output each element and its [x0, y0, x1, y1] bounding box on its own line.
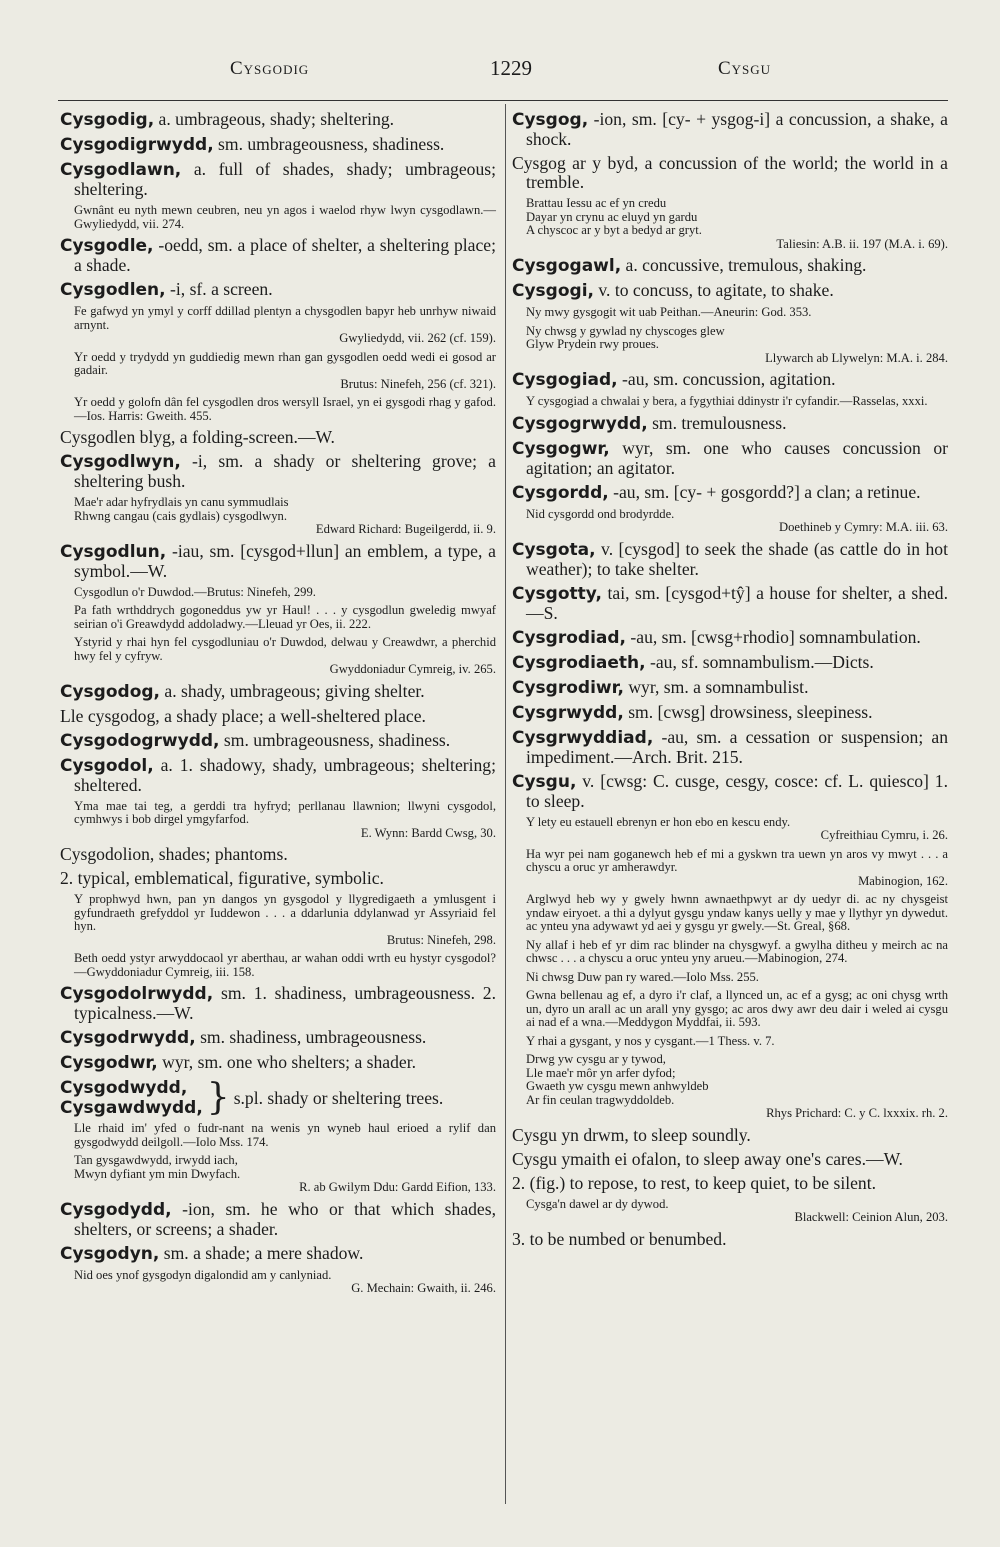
entry [60, 1053, 496, 1073]
entry [512, 678, 948, 698]
header-left-guideword: Cysgodig [230, 58, 310, 79]
quotation [74, 800, 496, 841]
braced-headwords [60, 1078, 203, 1118]
headword: Cysgordd, [512, 482, 609, 503]
verse-line: Dayar yn crynu ac eluyd yn gardu [526, 209, 698, 224]
quotation-source: G. Mechain: Gwaith, ii. 246. [351, 1281, 496, 1295]
quotation-text: Yma mae tai teg, a gerddi tra hyfryd; perllanau llawnion; llwyni cysgodol, cymhwys i bob dirgel ymgyfarfod. [74, 798, 496, 826]
headword: Cysgrodiaeth, [512, 652, 646, 673]
verse-line: A chyscoc ar y byt a bedyd ar gryt. [526, 223, 702, 237]
quotation-text: Beth oedd ystyr arwyddocaol yr aberthau, ar wahan oddi wrth eu hystyr cysgodol?—Gwyddoniadur Cymreig, iii. 158. [74, 951, 496, 979]
quotation-source: Blackwell: Ceinion Alun, 203. [794, 1210, 948, 1224]
quotation [526, 848, 948, 889]
quotation [74, 636, 496, 677]
definition: v. [cwsg: C. cusge, cesgy, cosce: cf. L. quiesco] 1. to sleep. [526, 770, 948, 811]
sub-entry: Cysgodlen blyg, a folding-screen.—W. [60, 427, 335, 447]
headword: Cysgrwydd, [512, 702, 624, 723]
verse-line: Lle mae'r môr yn arfer dyfod; [526, 1065, 676, 1080]
definition: s.pl. shady or sheltering trees. [233, 1087, 444, 1108]
quotation-text: Y lety eu estauell ebrenyn er hon ebo en kescu endy. [526, 814, 791, 829]
entry [512, 110, 948, 149]
sub-entry: Cysgu yn drwm, to sleep soundly. [512, 1124, 751, 1145]
quotation [526, 893, 948, 934]
quotation-text: Gwnânt eu nyth mewn ceubren, neu yn agos i waelod rhyw lwyn cysgodlawn.—Gwyliedydd, vii. 274. [74, 203, 496, 231]
entry [512, 772, 948, 811]
definition: sm. umbrageousness, shadiness. [213, 134, 445, 154]
headword: Cysgodle, [60, 236, 154, 256]
headword: Cysgrwyddiad, [512, 727, 654, 748]
quotation-source: Llywarch ab Llywelyn: M.A. i. 284. [765, 350, 948, 365]
headword: Cysgogwr, [512, 438, 610, 459]
headword: Cysgrodiad, [512, 627, 627, 648]
quotation-text: Ny mwy gysgogit wit uab Peithan.—Aneurin: God. 353. [526, 305, 812, 319]
quotation [74, 1122, 496, 1149]
headword: Cysgodyn, [60, 1243, 160, 1264]
quotation-text: Ystyrid y rhai hyn fel cysgodluniau o'r Duwdod, delwau y Creawdwr, a pherchid hwy fel y cyfryw. [74, 635, 496, 663]
definition: wyr, sm. a somnambulist. [623, 676, 809, 697]
headword: Cysgawdwydd, [60, 1098, 203, 1118]
definition: -au, sm. [cy- + gosgordd?] a clan; a retinue. [608, 481, 921, 502]
brace-symbol: } [206, 1077, 230, 1118]
definition: -iau, sm. [cysgod+llun] an emblem, a type, a symbol.—W. [74, 540, 496, 581]
headword: Cysgogi, [512, 281, 594, 301]
headword: Cysgodlen, [60, 280, 166, 300]
quotation-text: Ny allaf i heb ef yr dim rac blinder na chysgwyf. a gwylha ditheu y meirch ac na chwsc . . . a chyscu a oruc ynteu yny arueu.—Mabinogion, 274. [526, 937, 948, 965]
headword: Cysgodlawn, [60, 160, 182, 180]
quotation-text: Ha wyr pei nam goganewch heb ef mi a gyskwn tra uewn yn aros vy mwyt . . . a chyscu a oruc yr amherawdyr. [526, 846, 948, 874]
verse-line: Tan gysgawdwydd, irwydd iach, [74, 1153, 238, 1167]
headword: Cysgrodiwr, [512, 677, 624, 698]
headword: Cysgogiad, [512, 370, 618, 390]
verse-line: Ny chwsg y gywlad ny chyscoges glew [526, 323, 725, 338]
verse-line: Brattau Iessu ac ef yn credu [526, 196, 667, 210]
quotation-source: R. ab Gwilym Ddu: Gardd Eifion, 133. [299, 1180, 496, 1194]
headword: Cysgota, [512, 539, 596, 560]
quotation-text: Arglwyd heb wy y gwely hwnn awnaethpwyt ar dy uedyr di. ac ny chysgeist yndaw eiryoet. a thi a dylyut gysgu yndaw kanys uelly y mae y llythyr yn dywedut. ac ynteu yna adywawt yd aei y gysgu yr gwely.—St. Greal, §68. [526, 892, 948, 933]
entry [60, 452, 496, 491]
quotation-text: Ni chwsg Duw pan ry wared.—Iolo Mss. 255. [526, 969, 759, 984]
definition: wyr, sm. one who causes concussion or agitation; an agitator. [526, 437, 948, 478]
headword: Cysgodog, [60, 681, 160, 702]
definition: -ion, sm. [cy- + ysgog-i] a concussion, a shake, a shock. [526, 109, 948, 149]
entry [60, 756, 496, 795]
quotation-text: Yr oedd y trydydd yn guddiedig mewn rhan gan gysgodlen oedd wedi ei gosod ar gadair. [74, 349, 496, 377]
entry [512, 703, 948, 723]
entry [60, 280, 496, 300]
entry [512, 281, 948, 301]
page-number: 1229 [490, 56, 532, 80]
definition: a. 1. shadowy, shady, umbrageous; sheltering; sheltered. [74, 754, 496, 795]
quotation-text: Cysgodlun o'r Duwdod.—Brutus: Ninefeh, 299. [74, 584, 316, 599]
sub-entry: Lle cysgodog, a shady place; a well-sheltered place. [60, 705, 426, 726]
quotation-text: Y cysgogiad a chwalai y bera, a fygythiai ddinystr i'r cyfandir.—Rasselas, xxxi. [526, 394, 928, 408]
quotation [526, 395, 948, 409]
quotation-text: Fe gafwyd yn ymyl y corff ddillad plentyn a chysgodlen bapyr heb unrhyw niwaid arnynt. [74, 304, 496, 332]
entry [60, 1244, 496, 1264]
quotation-source: Doethineb y Cymry: M.A. iii. 63. [779, 520, 948, 534]
quotation-source: Edward Richard: Bugeilgerdd, ii. 9. [315, 522, 496, 536]
definition: -au, sm. a cessation or suspension; an impediment.—Arch. Brit. 215. [526, 726, 948, 767]
entry [512, 653, 948, 673]
entry [60, 1028, 496, 1048]
quotation-source: Taliesin: A.B. ii. 197 (M.A. i. 69). [776, 236, 948, 251]
definition: sm. umbrageousness, shadiness. [219, 729, 451, 750]
entry [512, 439, 948, 478]
definition: -au, sf. somnambulism.—Dicts. [645, 651, 874, 672]
entry [60, 542, 496, 581]
definition: -au, sm. concussion, agitation. [617, 369, 836, 389]
verse-quotation [74, 496, 496, 537]
definition: a. full of shades, shady; umbrageous; sheltering. [74, 159, 496, 199]
definition: -oedd, sm. a place of shelter, a sheltering place; a shade. [74, 235, 496, 275]
quotation-source: E. Wynn: Bardd Cwsg, 30. [360, 825, 496, 840]
verse-line: Mae'r adar hyfrydlais yn canu symmudlais [74, 495, 289, 509]
definition: -ion, sm. he who or that which shades, shelters, or screens; a shader. [74, 1198, 496, 1239]
verse-line: Drwg yw cysgu ar y tywod, [526, 1052, 666, 1066]
headword: Cysgodol, [60, 755, 154, 776]
entry [60, 1200, 496, 1239]
sense: 2. typical, emblematical, figurative, symbolic. [60, 868, 384, 888]
sub-entry: Cysgog ar y byd, a concussion of the world; the world in a tremble. [512, 153, 948, 192]
quotation [74, 604, 496, 631]
definition: sm. tremulousness. [647, 412, 787, 433]
quotation-text: Yr oedd y golofn dân fel cysgodlen dros wersyll Israel, yn ei gysgodi rhag y gafod.—Ios. Harris: Gweith. 455. [74, 395, 496, 423]
entry [512, 628, 948, 648]
quotation-text: Nid cysgordd ond brodyrdde. [526, 506, 675, 521]
quotation-text: Nid oes ynof gysgodyn digalondid am y canlyniad. [74, 1267, 332, 1282]
definition: -au, sm. [cwsg+rhodio] somnambulation. [626, 626, 921, 647]
definition: v. [cysgod] to seek the shade (as cattle do in hot weather); to take shelter. [526, 538, 948, 579]
quotation-text: Gwna bellenau ag ef, a dyro i'r claf, a llynced un, ac ef a gysg; ac oni chysg wrth un, dyro un arall ac un arall yny gysgo; ac aros dwy awr deu dair i weled ai cysgu ai nad ef a wna.—Meddygon Myddfai, ii. 593. [526, 988, 948, 1029]
definition: -i, sm. a shady or sheltering grove; a sheltering bush. [74, 451, 496, 491]
verse-line: Gwaeth yw cysgu mewn anhwyldeb [526, 1079, 709, 1093]
definition: sm. shadiness, umbrageousness. [195, 1027, 427, 1047]
entry [60, 135, 496, 155]
definition: sm. [cwsg] drowsiness, sleepiness. [623, 701, 873, 722]
running-header [60, 58, 950, 88]
headword: Cysgodolrwydd, [60, 984, 214, 1004]
quotation-source: Rhys Prichard: C. y C. lxxxix. rh. 2. [766, 1106, 948, 1120]
definition: sm. a shade; a mere shadow. [159, 1242, 364, 1263]
quotation-source: Gwyddoniadur Cymreig, iv. 265. [329, 662, 496, 676]
headword: Cysgogrwydd, [512, 413, 648, 434]
sense: 3. to be numbed or benumbed. [512, 1228, 727, 1249]
quotation [526, 971, 948, 985]
column-divider [505, 104, 506, 1504]
verse-line: Mwyn dyfiant ym min Dwyfach. [74, 1166, 241, 1181]
headword: Cysgodrwydd, [60, 1028, 196, 1048]
left-column [60, 110, 496, 1301]
headword: Cysgog, [512, 110, 589, 130]
quotation [526, 306, 948, 320]
headword: Cysgodogrwydd, [60, 730, 220, 751]
quotation [74, 952, 496, 979]
headword: Cysgu, [512, 771, 577, 792]
quotation-source: Gwyliedydd, vii. 262 (cf. 159). [339, 331, 496, 345]
entry [60, 236, 496, 275]
quotation-source: Mabinogion, 162. [858, 873, 948, 888]
quotation-text: Y rhai a gysgant, y nos y cysgant.—1 Thess. v. 7. [526, 1033, 775, 1048]
quotation-text: Cysga'n dawel ar dy dywod. [526, 1196, 669, 1211]
quotation [74, 204, 496, 231]
sense: 2. (fig.) to repose, to rest, to keep quiet, to be silent. [512, 1172, 877, 1193]
header-right-guideword: Cysgu [718, 58, 772, 79]
quotation [74, 1269, 496, 1296]
headword: Cysgodwr, [60, 1053, 158, 1073]
verse-quotation [526, 1053, 948, 1121]
quotation [74, 586, 496, 600]
headword: Cysgodwydd, [60, 1078, 188, 1098]
headword: Cysgodydd, [60, 1199, 172, 1220]
quotation-text: Y prophwyd hwn, pan yn dangos yn gysgodol y llygredigaeth a ymlusgent i gyfundraeth grefyddol yr Iuddewon . . . a ddarlunia ddylanwad yr Assyriaid fel hyn. [74, 892, 496, 933]
definition: a. umbrageous, shady; sheltering. [154, 109, 395, 129]
entry [60, 160, 496, 199]
headword: Cysgodlun, [60, 541, 167, 562]
quotation [526, 816, 948, 843]
definition: wyr, sm. one who shelters; a shader. [157, 1052, 417, 1072]
verse-line: Rhwng cangau (cais gydlais) cysgodlwyn. [74, 508, 287, 523]
quotation [74, 351, 496, 392]
quotation [74, 893, 496, 947]
headword: Cysgodlwyn, [60, 452, 181, 472]
quotation [74, 305, 496, 346]
quotation [526, 1198, 948, 1225]
entry [512, 414, 948, 434]
entry [60, 731, 496, 751]
braced-entry [60, 1078, 496, 1118]
definition: a. shady, umbrageous; giving shelter. [160, 680, 425, 701]
header-rule [58, 100, 948, 101]
definition: v. to concuss, to agitate, to shake. [593, 280, 834, 300]
definition: tai, sm. [cysgod+tŷ] a house for shelter, a shed.—S. [526, 582, 948, 623]
headword: Cysgodigrwydd, [60, 135, 214, 155]
definition: a. concussive, tremulous, shaking. [621, 255, 867, 275]
entry [60, 110, 496, 130]
sub-entry: Cysgu ymaith ei ofalon, to sleep away one's cares.—W. [512, 1148, 903, 1169]
headword: Cysgogawl, [512, 256, 622, 276]
quotation [526, 1035, 948, 1049]
verse-quotation [526, 325, 948, 366]
entry [512, 728, 948, 767]
quotation-source: Brutus: Ninefeh, 298. [386, 932, 496, 947]
quotation [526, 939, 948, 966]
entry [512, 584, 948, 623]
verse-line: Glyw Prydein rwy proues. [526, 337, 659, 351]
entry [60, 682, 496, 702]
verse-quotation [526, 197, 948, 251]
definition: -i, sf. a screen. [165, 279, 273, 299]
quotation [74, 396, 496, 423]
quotation-source: Brutus: Ninefeh, 256 (cf. 321). [340, 376, 496, 391]
headword: Cysgotty, [512, 583, 602, 604]
quotation [526, 508, 948, 535]
definition: sm. 1. shadiness, umbrageousness. 2. typicalness.—W. [74, 983, 496, 1023]
quotation-source: Cyfreithiau Cymru, i. 26. [820, 828, 948, 842]
headword: Cysgodig, [60, 110, 155, 130]
verse-quotation [74, 1154, 496, 1195]
entry [512, 256, 948, 276]
quotation-text: Lle rhaid im' yfed o fudr-nant na wenis yn wyneb haul erioed a rylif dan gysgodwydd deilgoll.—Iolo Mss. 174. [74, 1121, 496, 1149]
verse-line: Ar fin ceulan tragwyddoldeb. [526, 1092, 675, 1107]
sub-entry: Cysgodolion, shades; phantoms. [60, 844, 288, 864]
entry [512, 483, 948, 503]
entry [512, 540, 948, 579]
quotation [526, 989, 948, 1030]
quotation-text: Pa fath wrthddrych gogoneddus yw yr Haul! . . . y cysgodlun gweledig mwyaf seirian o'i Greawdydd addoladwy.—Lleuad yr Oes, ii. 222. [74, 603, 496, 631]
right-column [512, 110, 948, 1254]
entry [512, 370, 948, 390]
entry [60, 984, 496, 1023]
